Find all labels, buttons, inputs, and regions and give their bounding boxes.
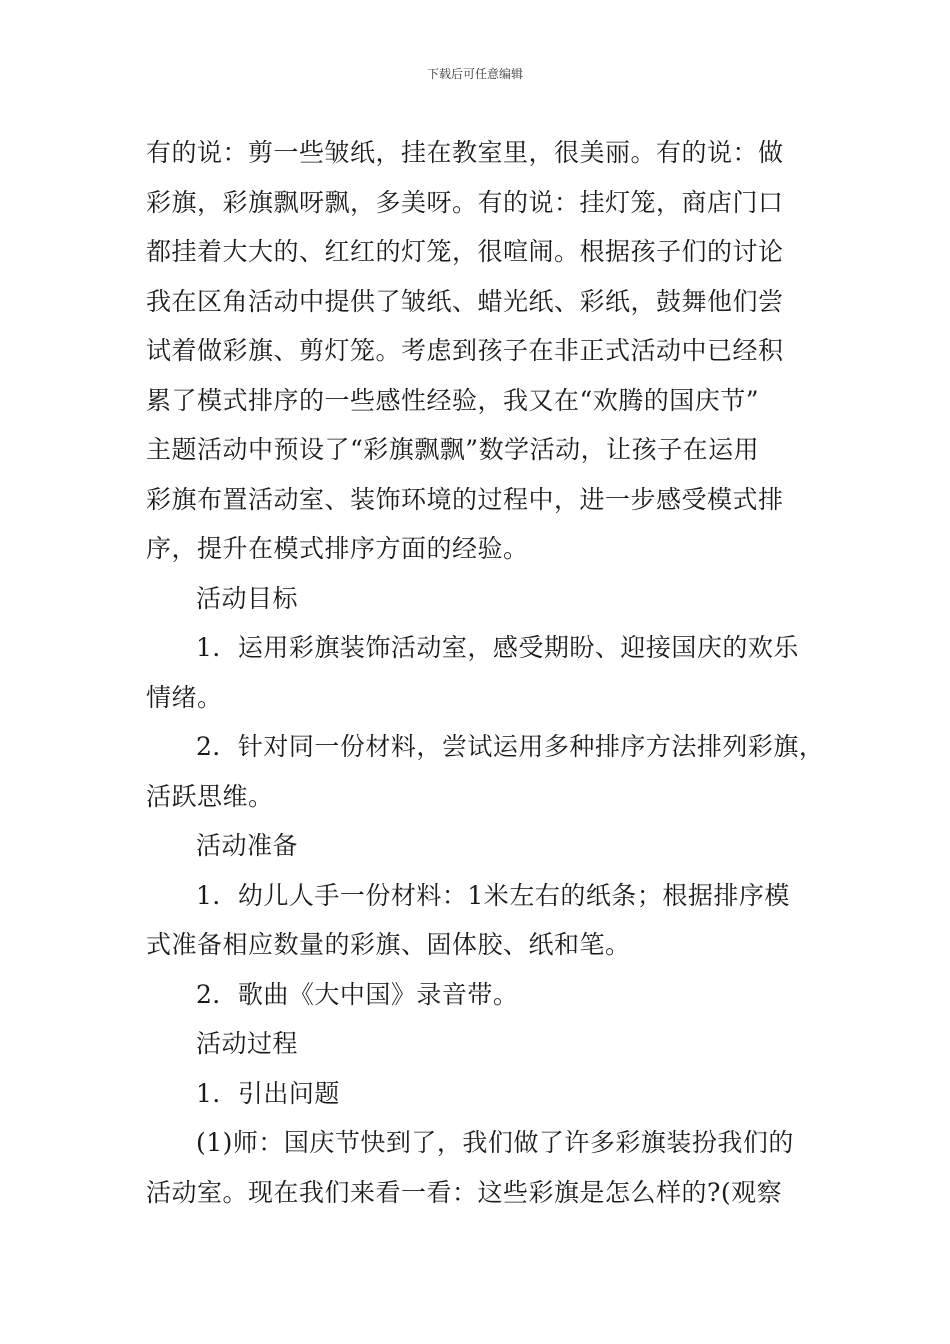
page-header: 下载后可任意编辑 — [426, 67, 523, 81]
text-line: 有的说：剪一些皱纸，挂在教室里，很美丽。有的说：做 — [146, 138, 784, 167]
text-line: 情绪。 — [146, 682, 223, 712]
section-heading-process: 活动过程 — [196, 1029, 299, 1058]
text-line: 式准备相应数量的彩旗、固体胶、纸和笔。 — [146, 930, 631, 959]
text-line: 1．幼儿人手一份材料：1米左右的纸条；根据排序模 — [196, 880, 790, 910]
text-line: 试着做彩旗、剪灯笼。考虑到孩子在非正式活动中已经积 — [146, 336, 784, 365]
text-line: 我在区角活动中提供了皱纸、蜡光纸、彩纸，鼓舞他们尝 — [146, 286, 784, 316]
text-line: 活跃思维。 — [146, 781, 274, 811]
text-line: 1．运用彩旗装饰活动室，感受期盼、迎接国庆的欢乐 — [196, 633, 799, 662]
text-line: 1．引出问题 — [196, 1078, 340, 1108]
text-line: 序，提升在模式排序方面的经验。 — [146, 534, 529, 563]
section-heading-objectives: 活动目标 — [196, 583, 299, 613]
document-body — [146, 128, 825, 1217]
text-line: 彩旗布置活动室、装饰环境的过程中，进一步感受模式排 — [146, 484, 784, 514]
text-line: 主题活动中预设了“彩旗飘飘”数学活动，让孩子在运用 — [146, 435, 760, 464]
text-line: 2．针对同一份材料，尝试运用多种排序方法排列彩旗， — [196, 732, 825, 761]
text-line: 都挂着大大的、红红的灯笼，很喧闹。根据孩子们的讨论 — [146, 237, 784, 266]
section-heading-preparation: 活动准备 — [196, 831, 299, 860]
text-line: 累了模式排序的一些感性经验，我又在“欢腾的国庆节” — [146, 385, 760, 415]
text-line: (1)师：国庆节快到了，我们做了许多彩旗装扮我们的 — [196, 1128, 794, 1157]
text-line: 2．歌曲《大中国》录音带。 — [196, 979, 519, 1009]
text-line: 彩旗，彩旗飘呀飘，多美呀。有的说：挂灯笼，商店门口 — [146, 187, 784, 217]
text-line: 活动室。现在我们来看一看：这些彩旗是怎么样的?(观察 — [146, 1177, 783, 1207]
